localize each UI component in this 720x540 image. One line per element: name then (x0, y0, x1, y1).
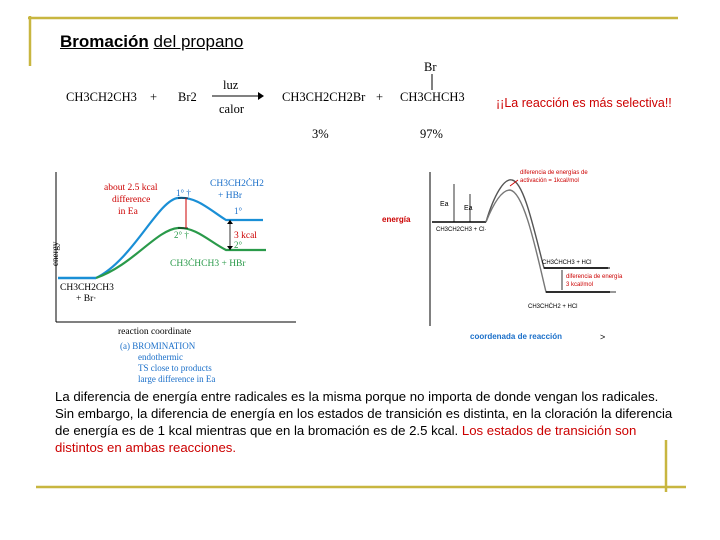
left-start-label: CH3CH2CH3 (60, 283, 114, 293)
caption-4: large difference in Ea (138, 374, 216, 384)
left-xlabel: reaction coordinate (118, 327, 192, 337)
page-title (60, 32, 243, 52)
left-ylabel: energy (50, 241, 60, 266)
bromination-energy-diagram (38, 150, 298, 390)
right-xlabel: coordenada de reacción (470, 332, 563, 341)
title-bold: Bromación (60, 32, 149, 51)
secondary-tag: 2° (234, 240, 243, 250)
product-1-bromopropane: CH3CH2CH2Br (282, 90, 366, 104)
product-2-bromopropane: CH3CHCH3 (400, 90, 465, 104)
diff-label-3: in Ea (118, 207, 138, 217)
diff-note-2: 3 kcal/mol (566, 282, 594, 288)
primary-product-2: + HBr (218, 191, 243, 201)
plus-sign-1: + (150, 90, 158, 104)
caption-3: TS close to products (138, 363, 212, 373)
diff-note-1: diferencia de energía (566, 274, 623, 280)
plus-sign-2: + (376, 90, 384, 104)
ea-1: Ea (440, 201, 449, 208)
primary-product-1: CH3CH2ĊH2 (210, 179, 264, 189)
reactant-propane: CH3CH2CH3 (66, 90, 137, 104)
condition-light: luz (223, 78, 239, 92)
right-xlabel-arrow: > (600, 332, 606, 342)
primary-tag: 1° (234, 206, 243, 216)
caption-1: (a) BROMINATION (120, 341, 196, 351)
chlorination-energy-diagram (378, 150, 718, 350)
right-product-upper: CH3ĊHCH3 + HCl (542, 260, 592, 266)
diff-label-2: difference (112, 195, 151, 205)
top-note-2: activación = 1kcal/mol (520, 178, 579, 184)
secondary-ts-label: 2° † (174, 230, 189, 240)
right-ylabel: energía (382, 215, 411, 224)
product-2-substituent: Br (424, 60, 437, 74)
explanation-paragraph (55, 388, 675, 456)
yield-primary: 3% (312, 127, 329, 141)
right-reactants: CH3CH2CH3 + Cl· (436, 227, 487, 233)
secondary-product: CH3ĊHCH3 + HBr (170, 259, 246, 269)
primary-ts-label: 1° † (176, 188, 191, 198)
title-rest: del propano (153, 32, 244, 51)
explanation-red: Los estados de transición son distintos en ambas reacciones. (55, 423, 637, 455)
kcal3-label: 3 kcal (234, 231, 257, 241)
reactant-bromine: Br2 (178, 90, 197, 104)
reaction-arrow (212, 90, 264, 102)
diff-label-1: about 2.5 kcal (104, 183, 158, 193)
caption-2: endothermic (138, 352, 183, 362)
left-start-label-2: + Br· (76, 294, 97, 304)
selectivity-note: ¡¡La reacción es más selectiva!! (496, 96, 672, 110)
condition-heat: calor (219, 102, 244, 116)
yield-secondary: 97% (420, 127, 443, 141)
right-product-lower: CH3CHĊH2 + HCl (528, 304, 578, 310)
top-note-1: diferencia de energías de (520, 170, 588, 176)
bond-line (430, 74, 434, 90)
ea-2: Ea (464, 205, 473, 212)
explanation-black: La diferencia de energía entre radicales es la misma porque no importa de donde vengan los radicales. Sin embargo, la diferencia de energía en los estados de transición es distinta, en la cloración la diferencia de energía es de 1 kcal mientras que en la bromación es de 2.5 kcal. (55, 389, 673, 438)
